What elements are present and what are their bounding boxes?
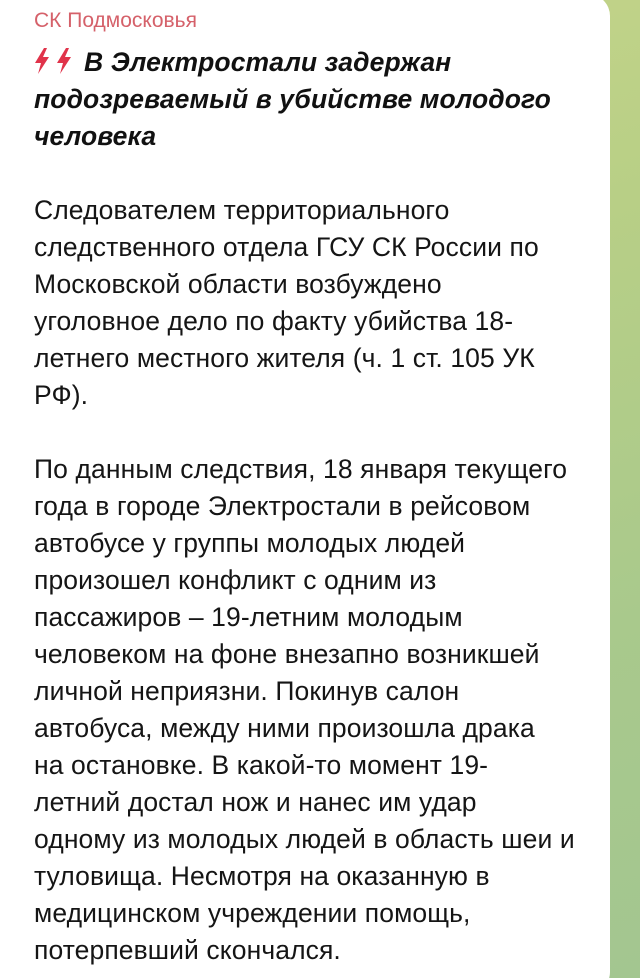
- lightning-icon: [34, 48, 50, 74]
- paragraph-line: следственного отдела ГСУ СК России по: [34, 232, 539, 262]
- paragraph-line: личной неприязни. Покинув салон: [34, 676, 460, 706]
- paragraph-line: человеком на фоне внезапно возникшей: [34, 639, 540, 669]
- paragraph-line: на остановке. В какой-то момент 19-: [34, 750, 489, 780]
- headline-line-1: [34, 44, 590, 81]
- paragraph-line: потерпевший скончался.: [34, 935, 341, 965]
- paragraph-line: года в городе Электростали в рейсовом: [34, 491, 531, 521]
- paragraph-line: По данным следствия, 18 января текущего: [34, 454, 568, 484]
- paragraph-2: [34, 451, 590, 969]
- paragraph-line: Московской области возбуждено: [34, 269, 442, 299]
- paragraph-line: летний достал нож и нанес им удар: [34, 787, 477, 817]
- paragraph-line: произошел конфликт с одним из: [34, 565, 437, 595]
- paragraph-line: автобуса, между ними произошла драка: [34, 713, 535, 743]
- paragraph-line: Следователем территориального: [34, 195, 450, 225]
- lightning-icon: [56, 48, 72, 74]
- headline-line-2: подозреваемый в убийстве молодого: [34, 84, 551, 114]
- post-headline: [34, 44, 590, 155]
- paragraph-line: летнего местного жителя (ч. 1 ст. 105 УК: [34, 343, 535, 373]
- paragraph-line: пассажиров – 19-летним молодым: [34, 602, 463, 632]
- sender-name[interactable]: СК Подмосковья: [34, 9, 197, 32]
- paragraph-line: автобусе у группы молодых людей: [34, 528, 466, 558]
- paragraph-line: туловища. Несмотря на оказанную в: [34, 861, 490, 891]
- headline-text: В Электростали задержан: [84, 47, 452, 77]
- paragraph-line: одному из молодых людей в область шеи и: [34, 824, 575, 854]
- paragraph-line: медицинском учреждении помощь,: [34, 898, 471, 928]
- paragraph-line: РФ).: [34, 380, 89, 410]
- paragraph-line: уголовное дело по факту убийства 18-: [34, 306, 514, 336]
- headline-line-3: человека: [34, 121, 157, 151]
- paragraph-1: [34, 192, 590, 414]
